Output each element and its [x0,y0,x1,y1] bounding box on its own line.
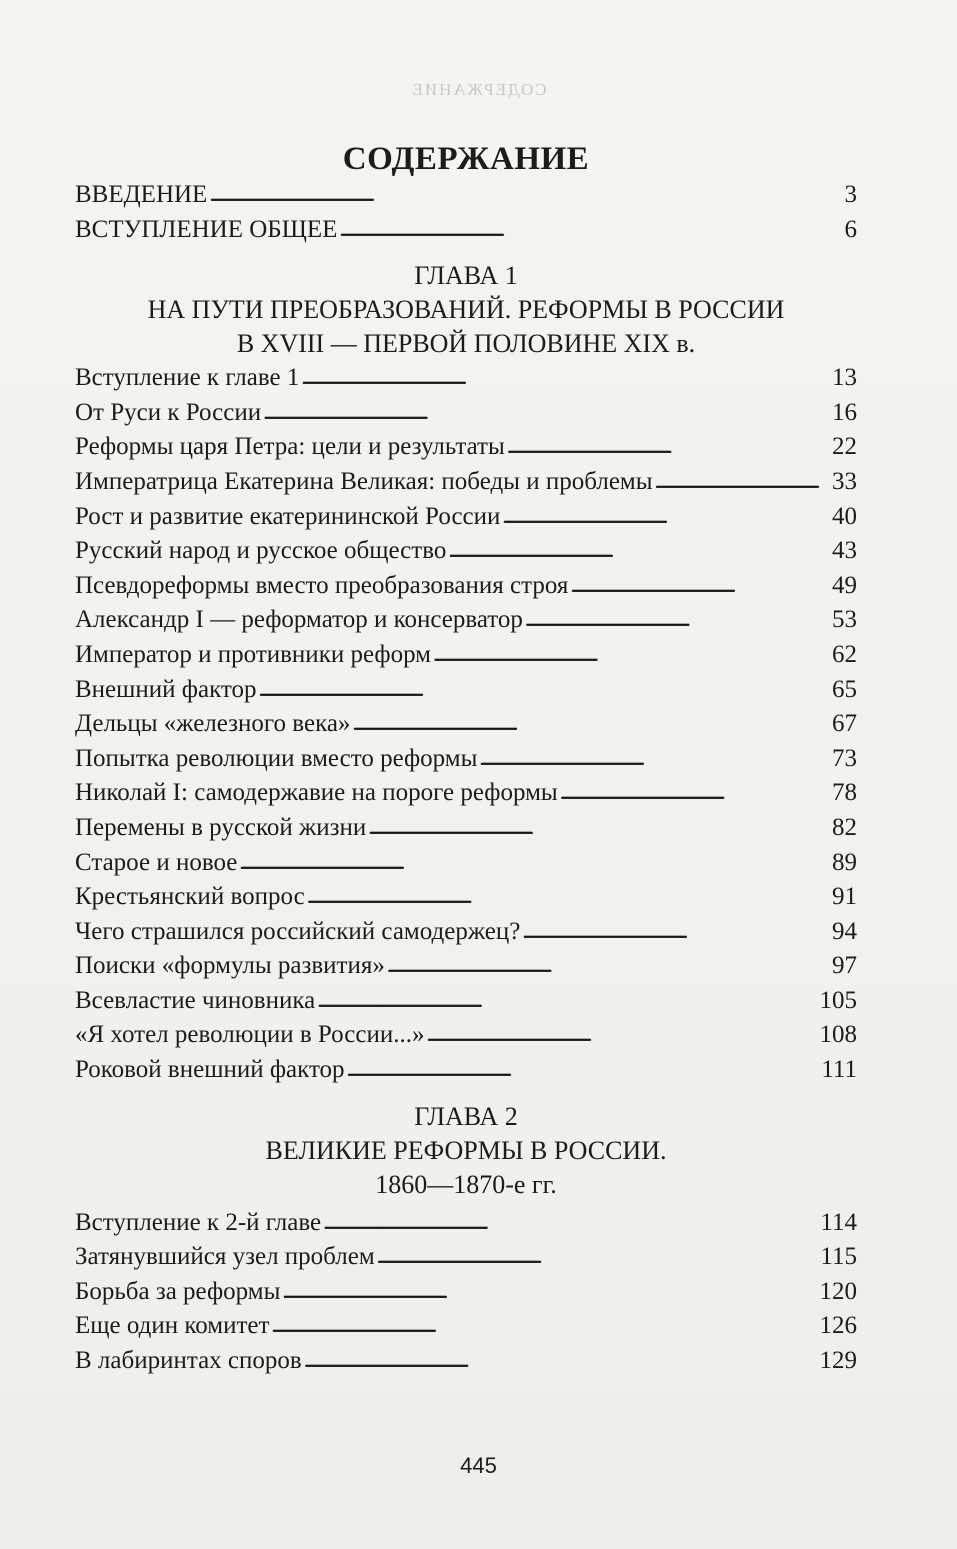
entry-page: 82 [832,813,857,841]
leader-dots [239,845,830,881]
entry-page: 120 [819,1277,857,1305]
leader-dots [301,360,830,396]
entry-page: 3 [844,181,857,208]
chapter-1-number: ГЛАВА 1 [414,261,518,291]
leader-dots [479,741,830,777]
toc-entry[interactable] [75,1018,857,1053]
chapter-2-entries [75,1206,857,1379]
toc-entry[interactable] [75,776,857,811]
leader-dots [317,983,817,1019]
entry-page: 114 [820,1208,857,1236]
entry-page: 91 [832,883,857,911]
leader-dots [271,1308,817,1344]
toc-entry[interactable] [75,1344,857,1379]
toc-entry[interactable] [75,984,857,1019]
entry-page: 49 [832,571,857,599]
entry-page: 67 [832,710,857,738]
entry-title: Перемены в русской жизни [75,813,367,841]
leader-dots [427,1017,818,1053]
toc-entry[interactable] [75,430,857,465]
leader-dots [307,879,830,915]
chapter-1-subtitle: В XVIII — ПЕРВОЙ ПОЛОВИНЕ XIX в. [236,329,696,359]
entry-page: 40 [832,502,857,530]
entry-title: «Я хотел революции в России...» [75,1021,425,1049]
chapter-2-subtitle: 1860—1870-е гг. [375,1169,557,1199]
page-title: СОДЕРЖАНИЕ [342,141,590,177]
entry-title: От Руси к России [75,398,262,426]
chapter-2-number: ГЛАВА 2 [414,1101,518,1131]
leader-dots [448,533,830,569]
entry-title: ВСТУПЛЕНИЕ ОБЩЕЕ [75,215,338,243]
toc-entry[interactable] [75,742,857,777]
entry-title: Затянувшийся узел проблем [75,1243,375,1271]
toc-entry[interactable] [75,500,857,535]
entry-title: Псевдореформы вместо преобразования строя [75,571,569,599]
table-of-contents [75,140,857,1379]
leader-dots [387,948,830,984]
page-number: 445 [460,1453,497,1478]
leader-dots [263,395,830,431]
entry-title: Всевластие чиновника [75,986,316,1014]
entry-page: 6 [844,215,857,243]
entry-page: 53 [832,606,857,634]
entry-title: Крестьянский вопрос [75,883,305,911]
entry-page: 78 [832,779,857,807]
entry-page: 73 [832,744,857,772]
toc-entry[interactable] [75,638,857,673]
toc-entry[interactable] [75,361,857,396]
toc-entry[interactable] [75,1309,857,1344]
entry-title: Чего страшился российский самодержец? [75,917,521,945]
toc-entry[interactable] [75,213,857,248]
entry-title: Император и противники реформ [75,640,432,668]
leader-dots [209,177,842,213]
chapter-1-entries [75,361,857,1087]
entry-title: Борьба за реформы [75,1277,281,1305]
entry-page: 115 [820,1243,857,1271]
leader-dots [570,568,830,604]
leader-dots [560,775,830,811]
leader-dots [259,672,831,708]
entry-page: 33 [832,467,857,495]
toc-entry[interactable] [75,673,857,708]
toc-entry[interactable] [75,880,857,915]
toc-entry[interactable] [75,569,857,604]
entry-page: 65 [832,675,857,703]
bleed-through-heading: СОДЕРЖАНИЕ [410,80,547,99]
entry-title: Императрица Екатерина Великая: победы и проблемы [75,467,653,495]
toc-entry[interactable] [75,396,857,431]
entry-title: Николай I: самодержавие на пороге реформы [75,779,558,807]
leader-dots [282,1274,817,1310]
entry-page: 16 [832,398,857,426]
entry-title: Александр I — реформатор и консерватор [75,606,523,634]
toc-entry[interactable] [75,1275,857,1310]
toc-entry[interactable] [75,603,857,638]
entry-title: Реформы царя Петра: цели и результаты [75,433,505,461]
entry-page: 22 [832,433,857,461]
leader-dots [655,464,830,500]
front-matter-list [75,178,857,247]
entry-title: Внешний фактор [75,675,257,703]
toc-entry[interactable] [75,949,857,984]
leader-dots [304,1343,818,1379]
entry-page: 126 [819,1312,857,1340]
toc-entry[interactable] [75,915,857,950]
entry-page: 13 [832,364,857,392]
chapter-1-title: НА ПУТИ ПРЕОБРАЗОВАНИЙ. РЕФОРМЫ В РОССИИ [147,295,785,325]
toc-entry[interactable] [75,846,857,881]
entry-title: Поиски «формулы развития» [75,952,385,980]
entry-title: ВВЕДЕНИЕ [75,181,208,208]
entry-title: В лабиринтах споров [75,1347,302,1375]
leader-dots [507,429,830,465]
leader-dots [323,1205,818,1241]
leader-dots [525,602,830,638]
entry-page: 89 [832,848,857,876]
toc-entry[interactable] [75,1053,857,1088]
entry-page: 129 [819,1347,857,1375]
leader-dots [339,212,842,248]
chapter-2-title: ВЕЛИКИЕ РЕФОРМЫ В РОССИИ. [265,1135,667,1165]
entry-title: Вступление к 2-й главе [75,1208,322,1236]
toc-entry[interactable] [75,811,857,846]
entry-page: 94 [832,917,857,945]
entry-title: Рост и развитие екатерининской России [75,502,501,530]
entry-page: 105 [819,986,857,1014]
entry-title: Попытка революции вместо реформы [75,744,478,772]
entry-title: Русский народ и русское общество [75,537,447,565]
toc-entry[interactable] [75,1240,857,1275]
toc-entry[interactable] [75,534,857,569]
entry-page: 111 [821,1056,857,1084]
toc-entry[interactable] [75,465,857,500]
entry-title: Старое и новое [75,848,238,876]
leader-dots [377,1239,819,1275]
leader-dots [433,637,830,673]
leader-dots [347,1052,820,1088]
toc-entry[interactable] [75,178,857,213]
entry-title: Еще один комитет [75,1312,270,1340]
leader-dots [522,914,830,950]
toc-entry[interactable] [75,1206,857,1241]
entry-page: 97 [832,952,857,980]
leader-dots [352,706,830,742]
entry-page: 43 [832,537,857,565]
entry-page: 62 [832,640,857,668]
leader-dots [368,810,830,846]
entry-title: Вступление к главе 1 [75,364,300,392]
entry-page: 108 [819,1021,857,1049]
entry-title: Дельцы «железного века» [75,710,351,738]
toc-entry[interactable] [75,707,857,742]
leader-dots [502,499,830,535]
entry-title: Роковой внешний фактор [75,1056,345,1084]
